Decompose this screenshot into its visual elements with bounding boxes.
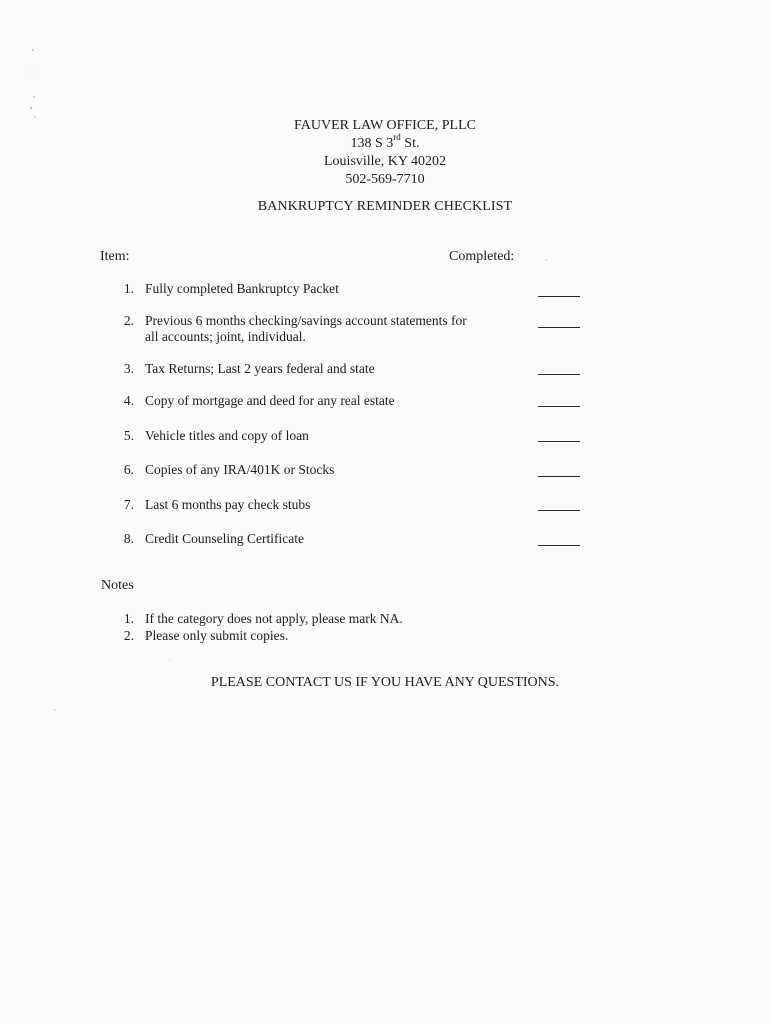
checklist-item-line: Tax Returns; Last 2 years federal and state [145, 361, 375, 376]
checklist-item-number: 7. [123, 497, 134, 512]
street-address-ordinal: rd [393, 132, 401, 143]
street-address-number: 138 S 3 [350, 136, 394, 151]
checklist-item-line: Vehicle titles and copy of loan [145, 428, 309, 443]
item-column-header: Item: [100, 249, 130, 264]
checklist-item-text [145, 462, 475, 478]
completed-blank-line[interactable] [538, 296, 580, 297]
checklist-item-line: Copies of any IRA/401K or Stocks [145, 462, 335, 477]
checklist-item-number: 6. [123, 462, 134, 477]
note-number: 1. [123, 611, 134, 626]
completed-blank-line[interactable] [538, 441, 580, 442]
checklist-item-line: Last 6 months pay check stubs [145, 497, 311, 512]
completed-blank-line[interactable] [538, 545, 580, 546]
note-number: 2. [123, 628, 134, 643]
completed-blank-line[interactable] [538, 374, 580, 375]
note-text: If the category does not apply, please mark NA. [145, 611, 403, 626]
checklist-item-line: Copy of mortgage and deed for any real estate [145, 393, 395, 408]
checklist-item-number: 3. [123, 361, 134, 376]
checklist-item-number: 2. [123, 313, 134, 328]
checklist-item-text [145, 313, 475, 345]
checklist-item-number: 8. [123, 531, 134, 546]
checklist-item-number: 4. [123, 393, 134, 408]
checklist-item-text [145, 393, 475, 409]
note-text: Please only submit copies. [145, 628, 289, 643]
street-address-suffix: St. [400, 136, 420, 151]
checklist-item-line: Fully completed Bankruptcy Packet [145, 281, 339, 296]
document-title: BANKRUPTCY REMINDER CHECKLIST [257, 199, 513, 214]
checklist-item-line: Credit Counseling Certificate [145, 531, 304, 546]
city-state-zip: Louisville, KY 40202 [324, 154, 446, 169]
completed-blank-line[interactable] [538, 406, 580, 407]
checklist-item-text [145, 361, 475, 377]
checklist-item-text [145, 497, 475, 513]
checklist-item-text [145, 428, 475, 444]
phone-number: 502-569-7710 [345, 172, 425, 187]
checklist-item-number: 5. [123, 428, 134, 443]
checklist-item-line: all accounts; joint, individual. [145, 329, 306, 344]
checklist-item-text [145, 531, 475, 547]
completed-column-header: Completed: [449, 249, 515, 264]
firm-name: FAUVER LAW OFFICE, PLLC [294, 118, 476, 133]
completed-blank-line[interactable] [538, 510, 580, 511]
closing-statement: PLEASE CONTACT US IF YOU HAVE ANY QUESTIONS. [210, 675, 560, 690]
checklist-item-text [145, 281, 475, 297]
checklist-item-number: 1. [123, 281, 134, 296]
completed-blank-line[interactable] [538, 327, 580, 328]
checklist-item-line: Previous 6 months checking/savings account statements for [145, 313, 467, 328]
completed-blank-line[interactable] [538, 476, 580, 477]
notes-heading: Notes [101, 578, 134, 593]
